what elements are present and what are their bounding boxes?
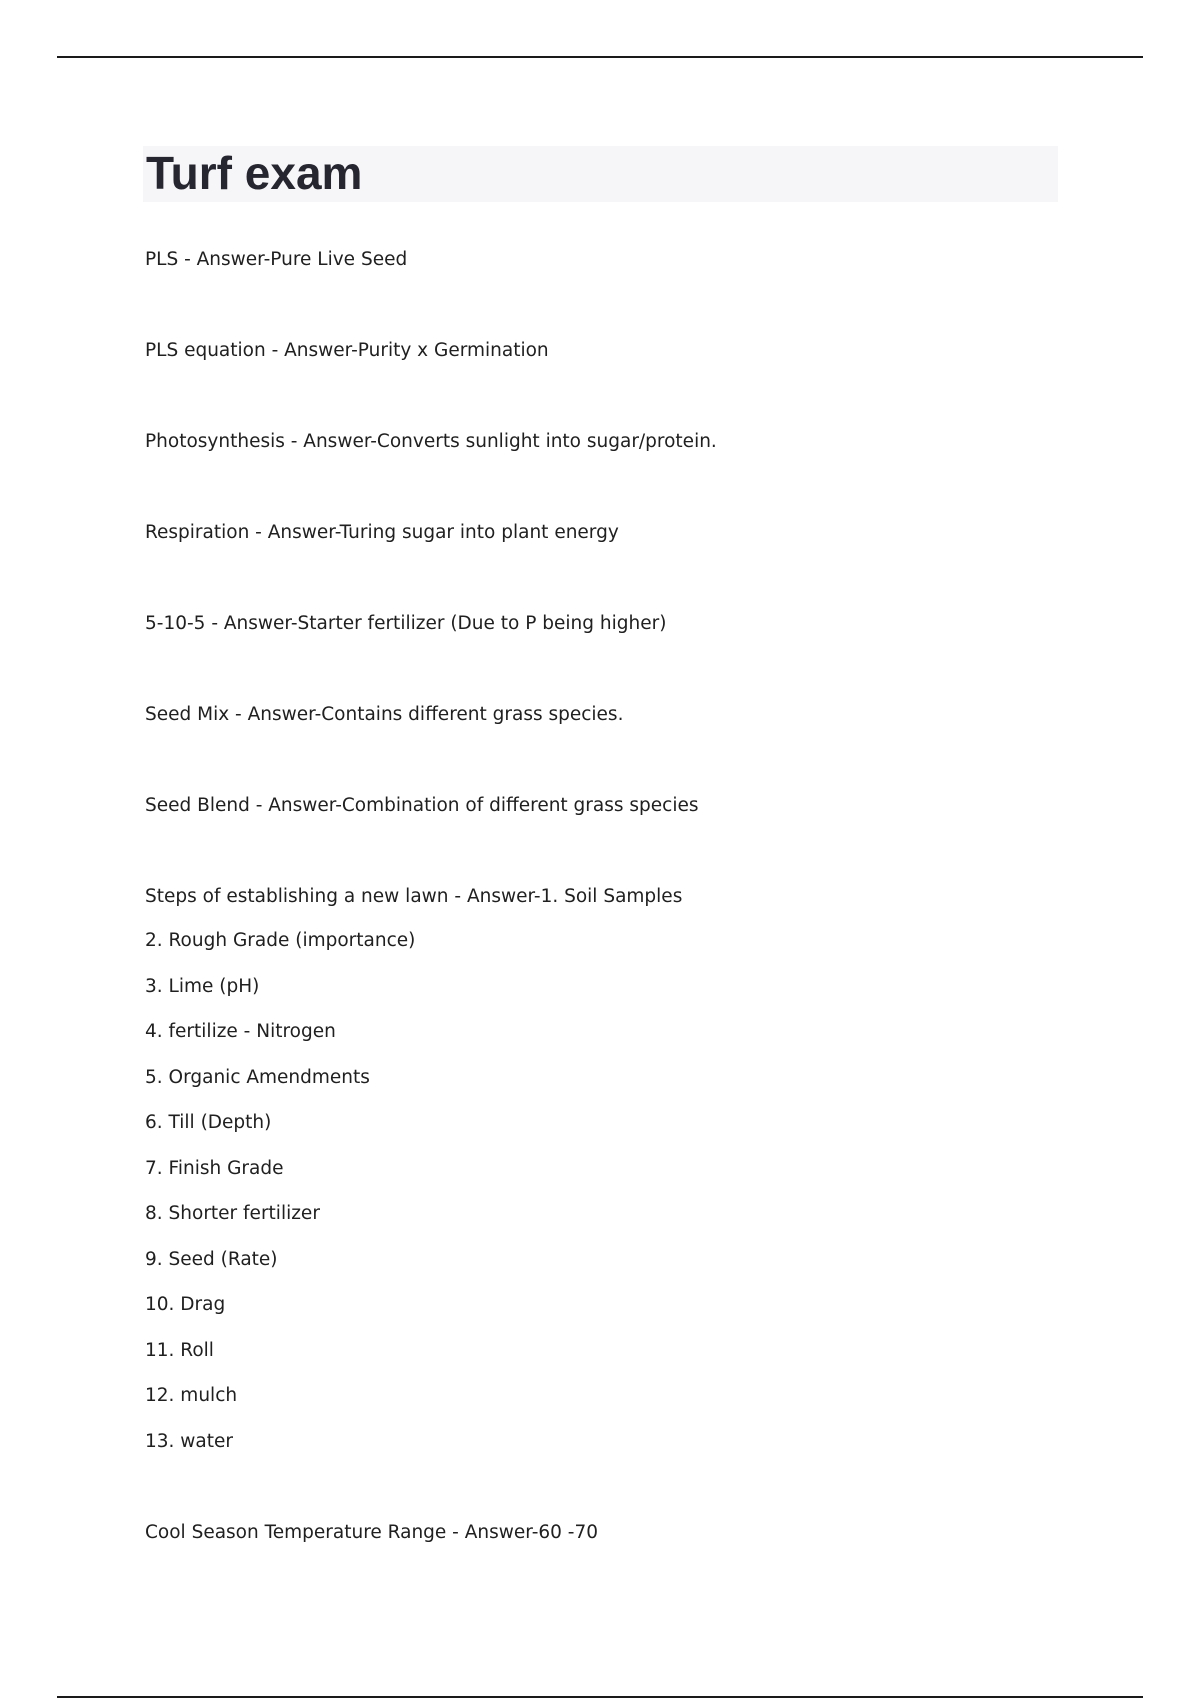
step-item: 12. mulch <box>145 1385 238 1406</box>
step-item: 10. Drag <box>145 1294 226 1315</box>
step-item: 13. water <box>145 1431 234 1452</box>
step-item: 6. Till (Depth) <box>145 1112 272 1133</box>
bottom-rule <box>57 1696 1143 1698</box>
step-item: 8. Shorter fertilizer <box>145 1203 320 1224</box>
step-item: 2. Rough Grade (importance) <box>145 930 416 951</box>
qa-item: PLS equation - Answer-Purity x Germination <box>145 340 549 361</box>
qa-item: PLS - Answer-Pure Live Seed <box>145 249 408 270</box>
step-item: 9. Seed (Rate) <box>145 1249 278 1270</box>
step-item: 4. fertilize - Nitrogen <box>145 1021 336 1042</box>
qa-item: Photosynthesis - Answer-Converts sunlight into sugar/protein. <box>145 431 717 452</box>
top-rule <box>57 56 1143 58</box>
qa-item: Seed Mix - Answer-Contains different grass species. <box>145 704 624 725</box>
page-title: Turf exam <box>146 147 363 199</box>
step-item: 7. Finish Grade <box>145 1158 284 1179</box>
qa-item: 5-10-5 - Answer-Starter fertilizer (Due to P being higher) <box>145 613 667 634</box>
qa-item: Steps of establishing a new lawn - Answer-1. Soil Samples <box>145 886 683 907</box>
qa-item: Respiration - Answer-Turing sugar into plant energy <box>145 522 619 543</box>
step-item: 3. Lime (pH) <box>145 976 260 997</box>
step-item: 11. Roll <box>145 1340 214 1361</box>
qa-item: Cool Season Temperature Range - Answer-60 -70 <box>145 1522 599 1543</box>
qa-item: Seed Blend - Answer-Combination of different grass species <box>145 795 699 816</box>
step-item: 5. Organic Amendments <box>145 1067 370 1088</box>
